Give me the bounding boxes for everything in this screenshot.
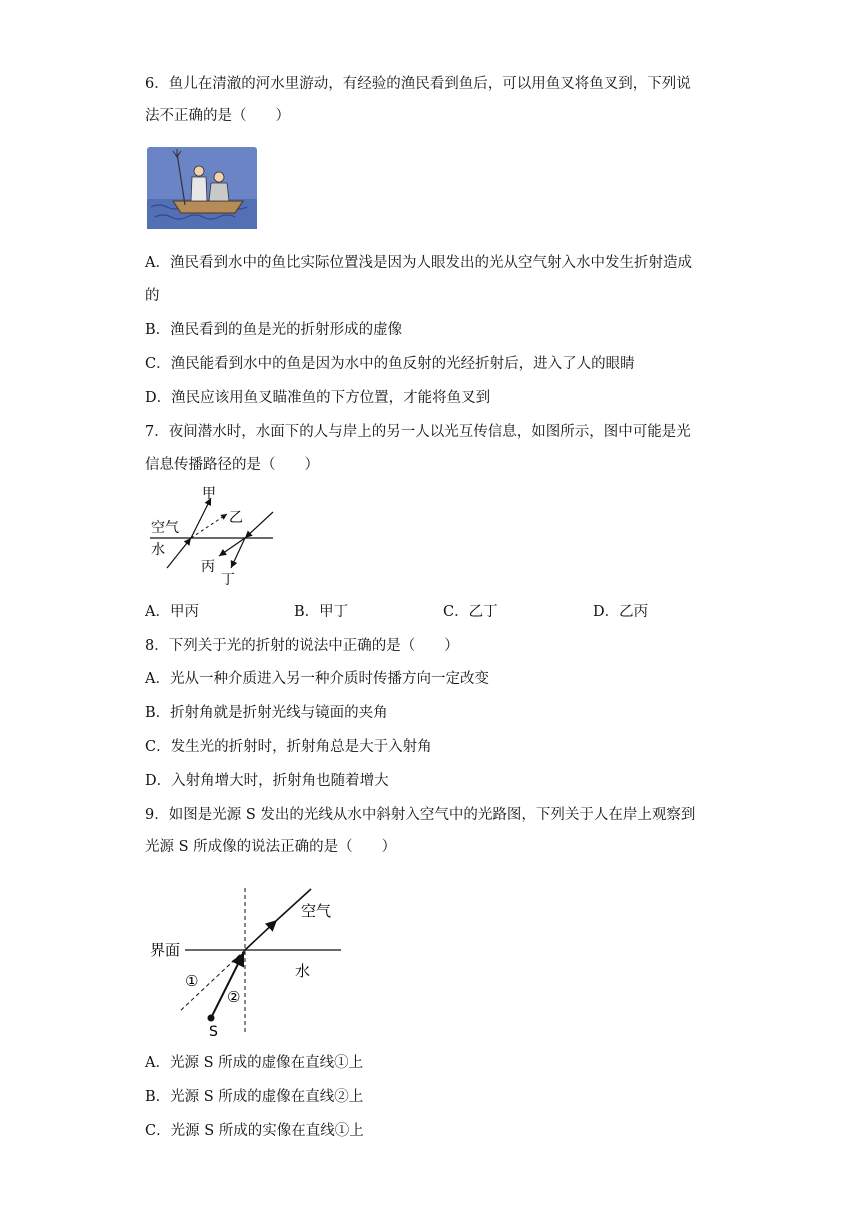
q6-stem-line2: 法不正确的是（ ） (145, 108, 290, 124)
q9-option-c: C．光源 S 所成的实像在直线①上 (145, 1123, 364, 1139)
q7-label-jia: 甲 (202, 486, 216, 502)
q7-option-b: B．甲丁 (294, 604, 349, 620)
q7-ray-water-left (167, 538, 191, 568)
q7-stem-line1: 7．夜间潜水时，水面下的人与岸上的另一人以光互传信息，如图所示，图中可能是光 (145, 424, 691, 440)
q9-label-line1: ① (185, 972, 199, 990)
q7-option-d: D．乙丙 (593, 604, 649, 620)
q9-ray-in-water (211, 952, 244, 1018)
q7-option-a: A．甲丙 (145, 604, 199, 620)
q8-option-d: D．入射角增大时，折射角也随着增大 (145, 773, 389, 789)
q9-ray-in-air-arrow (245, 920, 277, 950)
q9-label-line2: ② (227, 988, 241, 1006)
q6-stem-line1: 6．鱼儿在清澈的河水里游动，有经验的渔民看到鱼后，可以用鱼叉将鱼叉到，下列说 (145, 76, 691, 92)
q7-stem-line2: 信息传播路径的是（ ） (145, 457, 319, 473)
q6-option-b: B．渔民看到的鱼是光的折射形成的虚像 (145, 322, 403, 338)
q9-option-a: A．光源 S 所成的虚像在直线①上 (145, 1055, 364, 1071)
q7-option-c: C．乙丁 (443, 604, 498, 620)
q9-option-b: B．光源 S 所成的虚像在直线②上 (145, 1089, 364, 1105)
q9-label-interface: 界面 (150, 941, 181, 959)
q7-ray-jia (191, 498, 211, 538)
q6-option-a-line1: A．渔民看到水中的鱼比实际位置浅是因为人眼发出的光从空气射入水中发生折射造成 (145, 255, 692, 271)
q7-refraction-figure (145, 484, 280, 589)
q6-option-d: D．渔民应该用鱼叉瞄准鱼的下方位置，才能将鱼叉到 (145, 390, 491, 406)
q7-label-ding: 丁 (221, 572, 235, 588)
fisherman-boat-illustration (147, 147, 257, 229)
q6-option-a-line2: 的 (145, 288, 160, 304)
q7-label-yi: 乙 (229, 510, 243, 526)
q6-option-c: C．渔民能看到水中的鱼是因为水中的鱼反射的光经折射后，进入了人的眼睛 (145, 356, 635, 372)
q9-light-path-figure (145, 880, 350, 1040)
q9-label-air: 空气 (301, 902, 332, 920)
q9-stem-line1: 9．如图是光源 S 发出的光线从水中斜射入空气中的光路图，下列关于人在岸上观察到 (145, 807, 696, 823)
q7-label-air: 空气 (151, 520, 179, 536)
q9-label-source: S (209, 1024, 218, 1040)
q8-option-c: C．发生光的折射时，折射角总是大于入射角 (145, 739, 432, 755)
q9-label-water: 水 (295, 962, 311, 980)
q9-stem-line2: 光源 S 所成像的说法正确的是（ ） (145, 839, 397, 855)
q8-option-a: A．光从一种介质进入另一种介质时传播方向一定改变 (145, 671, 489, 687)
q7-label-water: 水 (151, 542, 165, 558)
q9-source-point (208, 1015, 215, 1022)
q8-option-b: B．折射角就是折射光线与镜面的夹角 (145, 705, 388, 721)
q8-stem: 8．下列关于光的折射的说法中正确的是（ ） (145, 638, 459, 654)
q7-label-bing: 丙 (201, 559, 215, 575)
q7-ray-air-right (245, 512, 273, 538)
